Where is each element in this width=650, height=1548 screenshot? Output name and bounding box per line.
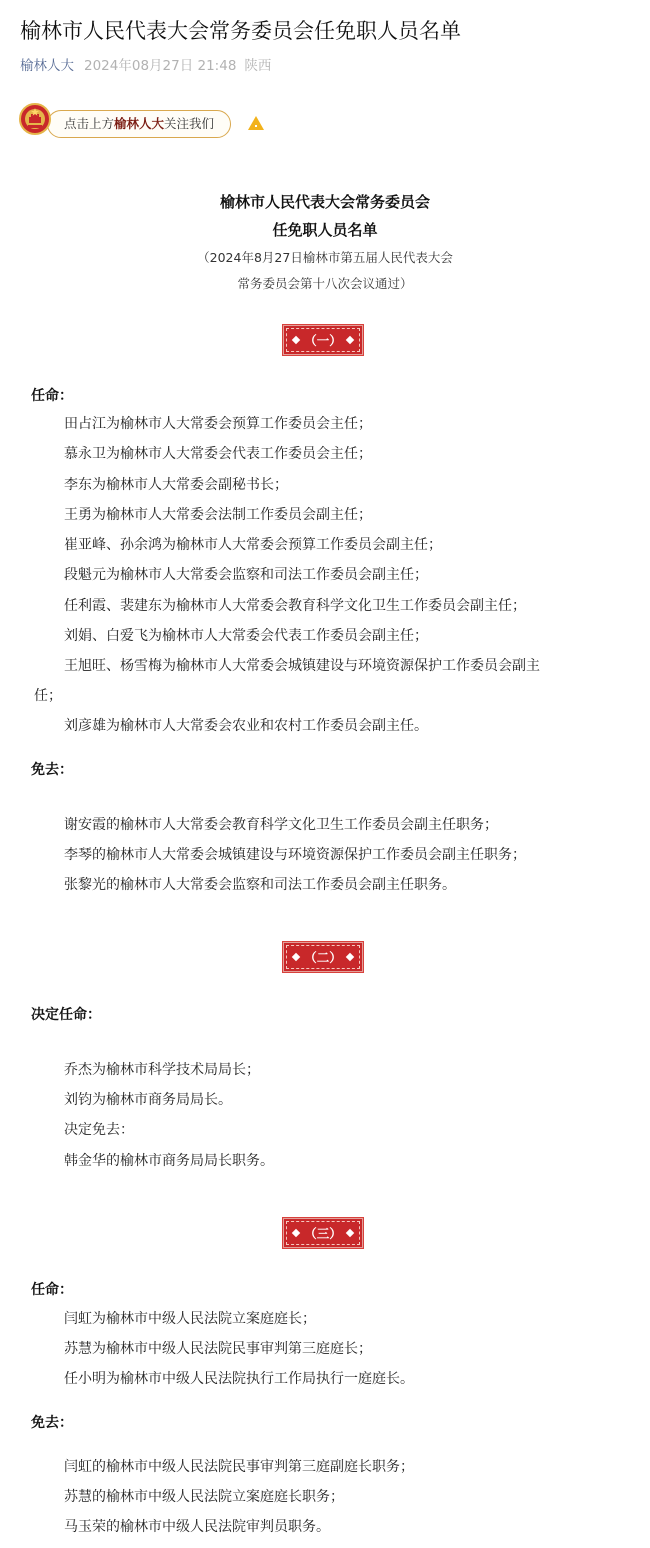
list-item: 乔杰为榆林市科学技术局局长； [64,1062,260,1078]
section-badge-label: （二） [304,950,342,965]
list-item: 王勇为榆林市人大常委会法制工作委员会副主任； [64,507,372,523]
list-item: 段魁元为榆林市人大常委会监察和司法工作委员会副主任； [64,567,428,583]
section-label: 任命： [31,1282,73,1298]
list-item: 苏慧的榆林市中级人民法院立案庭庭长职务； [64,1489,344,1505]
list-item: 苏慧为榆林市中级人民法院民事审判第三庭庭长； [64,1341,372,1357]
section-badge-2 [282,941,364,973]
list-item: 王旭旺、杨雪梅为榆林市人大常委会城镇建设与环境资源保护工作委员会副主 [64,658,540,674]
section-badge-1 [282,324,364,356]
national-emblem-icon [19,103,51,135]
section-label: 免去： [31,1415,73,1431]
list-item-continuation: 任； [34,688,62,704]
list-item: 慕永卫为榆林市人大常委会代表工作委员会主任； [64,446,372,462]
list-item: 闫虹的榆林市中级人民法院民事审判第三庭副庭长职务； [64,1459,414,1475]
section-label: 任命： [31,388,73,404]
warning-triangle-icon [247,115,265,131]
account-link[interactable]: 榆林人大 [20,58,74,74]
follow-pill[interactable] [47,110,231,138]
section-badge-3 [282,1217,364,1249]
doc-heading-line2: 任免职人员名单 [272,221,378,239]
follow-banner[interactable] [19,102,279,140]
section-label: 免去： [31,762,73,778]
list-item: 刘彦雄为榆林市人大常委会农业和农村工作委员会副主任。 [64,718,428,734]
list-item: 任小明为榆林市中级人民法院执行工作局执行一庭庭长。 [64,1371,414,1387]
follow-suffix: 关注我们 [164,116,215,131]
follow-prefix: 点击上方 [64,116,115,131]
doc-note-line2: 常务委员会第十八次会议通过） [237,276,413,291]
doc-heading-line1: 榆林市人民代表大会常务委员会 [219,193,430,211]
doc-note-line1: （2024年8月27日榆林市第五届人民代表大会 [197,250,453,265]
publish-date: 2024年08月27日 21:48 [84,58,237,74]
article-meta [20,56,271,76]
list-item: 李琴的榆林市人大常委会城镇建设与环境资源保护工作委员会副主任职务； [64,847,526,863]
section-label: 决定任命： [31,1007,101,1023]
list-item: 任利霞、裴建东为榆林市人大常委会教育科学文化卫生工作委员会副主任； [64,598,526,614]
list-item: 张黎光的榆林市人大常委会监察和司法工作委员会副主任职务。 [64,877,456,893]
list-item: 马玉荣的榆林市中级人民法院审判员职务。 [64,1519,330,1535]
publish-region: 陕西 [244,58,272,74]
list-item: 韩金华的榆林市商务局局长职务。 [64,1153,274,1169]
section-badge-label: （三） [304,1226,342,1241]
list-item: 刘钧为榆林市商务局局长。 [64,1092,232,1108]
list-item: 闫虹为榆林市中级人民法院立案庭庭长； [64,1311,316,1327]
list-item: 崔亚峰、孙余鸿为榆林市人大常委会预算工作委员会副主任； [64,537,442,553]
list-item: 田占江为榆林市人大常委会预算工作委员会主任； [64,416,372,432]
section-badge-label: （一） [304,333,342,348]
list-item: 刘娟、白爱飞为榆林市人大常委会代表工作委员会副主任； [64,628,428,644]
list-item: 李东为榆林市人大常委会副秘书长； [64,477,288,493]
list-item: 决定免去： [64,1122,134,1138]
article-title: 榆林市人民代表大会常务委员会任免职人员名单 [20,19,461,43]
list-item: 谢安霞的榆林市人大常委会教育科学文化卫生工作委员会副主任职务； [64,817,498,833]
follow-account-name: 榆林人大 [114,116,165,131]
